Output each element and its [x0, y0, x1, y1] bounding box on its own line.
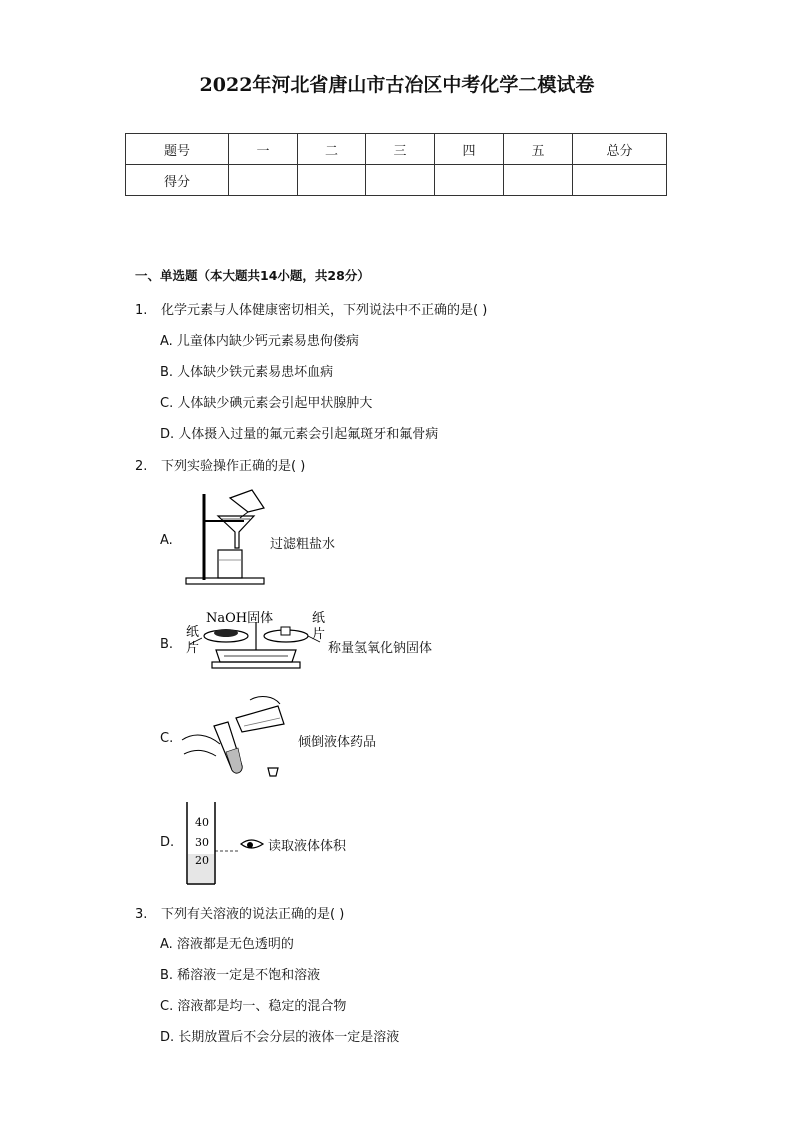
score-blank-cell [229, 165, 298, 196]
q3-option-c: C. 溶液都是均一、稳定的混合物 [160, 999, 347, 1014]
q2-option-a-letter: A. [160, 533, 173, 548]
question-number: 3. [135, 907, 148, 922]
q2-option-c-letter: C. [160, 731, 174, 746]
q3-option-b: B. 稀溶液一定是不饱和溶液 [160, 968, 321, 983]
balance-label: NaOH固体 [206, 611, 274, 626]
balance-label: 纸 [312, 611, 326, 626]
q1-option-a: A. 儿童体内缺少钙元素易患佝偻病 [160, 334, 359, 349]
question-number: 1. [135, 303, 148, 318]
q2-option-b-caption: 称量氢氧化钠固体 [328, 641, 433, 656]
question-number: 2. [135, 459, 148, 474]
q3-option-d: D. 长期放置后不会分层的液体一定是溶液 [160, 1030, 400, 1045]
score-table [125, 133, 667, 196]
q2-option-b-letter: B. [160, 637, 174, 652]
graduated-cylinder-illustration [183, 802, 267, 886]
balance-label: 纸 [186, 625, 200, 640]
question-stem: 下列实验操作正确的是( ) [161, 459, 306, 474]
score-cell: 三 [366, 134, 435, 165]
score-table-score-row [126, 165, 667, 196]
score-cell: 二 [298, 134, 366, 165]
score-blank-cell [504, 165, 573, 196]
q1-option-d: D. 人体摄入过量的氟元素会引起氟斑牙和氟骨病 [160, 427, 439, 442]
section-heading: 一、单选题（本大题共14小题，共28分） [135, 268, 370, 283]
question-stem: 下列有关溶液的说法正确的是( ) [161, 907, 345, 922]
question-2 [135, 455, 305, 474]
q1-option-b: B. 人体缺少铁元素易患坏血病 [160, 365, 334, 380]
exam-title: 2022年河北省唐山市古冶区中考化学二模试卷 [199, 74, 595, 96]
question-1 [135, 299, 487, 318]
q1-option-c: C. 人体缺少碘元素会引起甲状腺肿大 [160, 396, 373, 411]
cylinder-tick: 20 [195, 854, 209, 867]
q3-option-a: A. 溶液都是无色透明的 [160, 937, 294, 952]
balance-label: 片 [312, 627, 326, 642]
score-blank-cell [435, 165, 504, 196]
cylinder-tick: 30 [195, 836, 209, 849]
score-cell: 一 [229, 134, 298, 165]
cylinder-tick: 40 [195, 816, 209, 829]
score-cell: 五 [504, 134, 573, 165]
filtration-apparatus-illustration [182, 488, 272, 588]
q2-option-c-caption: 倾倒液体药品 [298, 735, 377, 750]
score-cell: 总分 [573, 134, 667, 165]
pouring-liquid-illustration [180, 692, 290, 784]
q2-option-d-letter: D. [160, 835, 175, 850]
q2-option-a-caption: 过滤粗盐水 [270, 537, 336, 552]
q2-option-d-caption: 读取液体体积 [268, 839, 347, 854]
balance-label: 片 [186, 641, 200, 656]
score-table-header-row [126, 134, 667, 165]
balance-illustration [180, 606, 330, 682]
question-stem: 化学元素与人体健康密切相关，下列说法中不正确的是( ) [161, 303, 488, 318]
score-blank-cell [366, 165, 435, 196]
score-cell: 题号 [126, 134, 229, 165]
question-3 [135, 903, 344, 922]
score-cell: 得分 [126, 165, 229, 196]
score-cell: 四 [435, 134, 504, 165]
score-blank-cell [298, 165, 366, 196]
score-blank-cell [573, 165, 667, 196]
